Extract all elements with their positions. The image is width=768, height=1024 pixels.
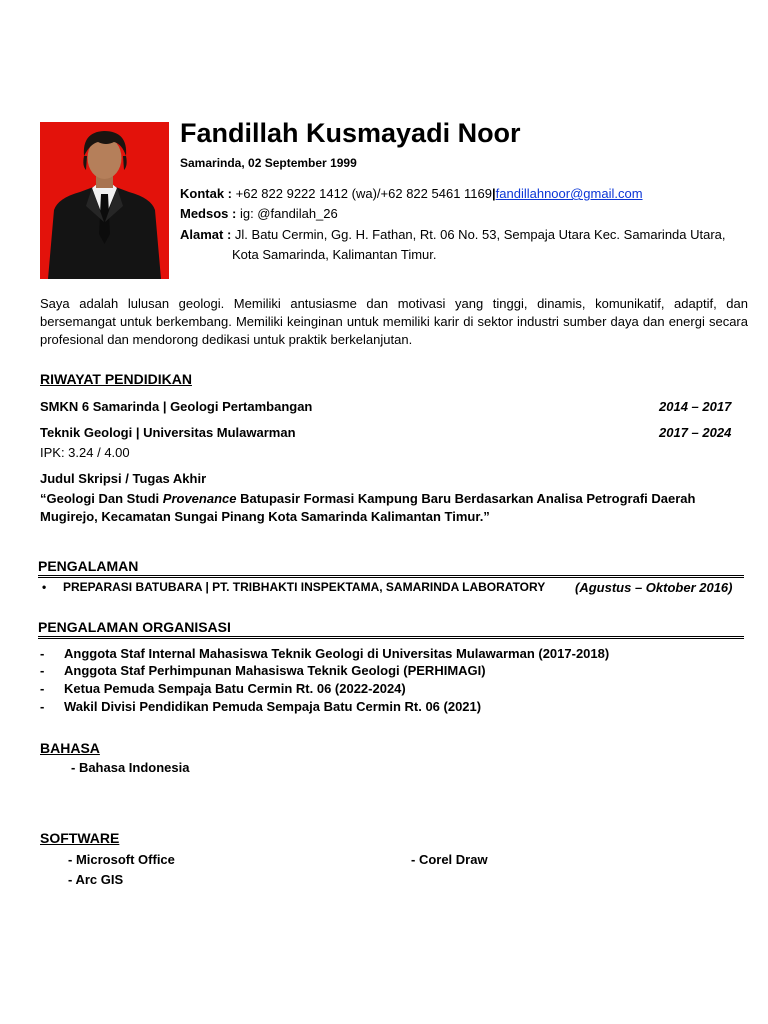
experience-bullet: • (42, 580, 47, 594)
profile-summary: Saya adalah lulusan geologi. Memiliki antusiasme dan motivasi yang tinggi, dinamis, komunikatif, adaptif, dan bersemangat untuk berkembang. Memiliki keinginan untuk memiliki karir di sektor industri sumber daya dan energi secara profesional dan mendorong dedikasi untuk praktik berkelanjutan. (40, 296, 748, 347)
list-dash: - (40, 646, 45, 661)
education-item-school: SMKN 6 Samarinda | Geologi Pertambangan (40, 399, 313, 414)
experience-period: (Agustus – Oktober 2016) (575, 580, 733, 595)
software-section-title: SOFTWARE (40, 830, 120, 846)
address-line-2: Kota Samarinda, Kalimantan Timur. (232, 247, 437, 262)
experience-item: PREPARASI BATUBARA | PT. TRIBHAKTI INSPEKTAMA, SAMARINDA LABORATORY (63, 580, 546, 594)
thesis-title-italic: Provenance (162, 491, 237, 506)
experience-divider (38, 575, 744, 578)
email-link[interactable]: fandillahnoor@gmail.com (495, 186, 643, 201)
software-item: - Microsoft Office (68, 852, 175, 867)
medsos-line (180, 206, 338, 221)
person-portrait-icon (40, 122, 169, 279)
education-section-title: RIWAYAT PENDIDIKAN (40, 371, 192, 387)
education-item-school: Teknik Geologi | Universitas Mulawarman (40, 425, 296, 440)
contact-phones: +62 822 9222 1412 (wa)/+62 822 5461 1169 (235, 186, 492, 201)
organization-item-text: Wakil Divisi Pendidikan Pemuda Sempaja Batu Cermin Rt. 06 (2021) (64, 699, 482, 714)
organization-item-text: Anggota Staf Perhimpunan Mahasiswa Teknik Geologi (PERHIMAGI) (64, 663, 486, 678)
education-item-years: 2017 – 2024 (659, 425, 732, 440)
organization-item (40, 663, 486, 678)
thesis-title-pre: “Geologi Dan Studi (40, 491, 163, 506)
software-item: - Corel Draw (411, 852, 488, 867)
education-item-years: 2014 – 2017 (659, 399, 732, 414)
address-line-1 (180, 227, 726, 242)
software-item: - Arc GIS (68, 872, 124, 887)
medsos-value: ig: @fandilah_26 (239, 206, 338, 221)
contact-label: Kontak : (180, 186, 232, 201)
list-dash: - (40, 681, 45, 696)
organization-item (40, 699, 481, 714)
list-dash: - (40, 699, 45, 714)
medsos-label: Medsos : (180, 206, 237, 221)
birth-place-date: Samarinda, 02 September 1999 (180, 156, 357, 170)
organization-item (40, 681, 406, 696)
organization-section-title: PENGALAMAN ORGANISASI (38, 619, 231, 635)
language-item: - Bahasa Indonesia (71, 760, 190, 775)
organization-item-text: Anggota Staf Internal Mahasiswa Teknik Geologi di Universitas Mulawarman (2017-2018) (64, 646, 610, 661)
organization-item-text: Ketua Pemuda Sempaja Batu Cermin Rt. 06 (2022-2024) (64, 681, 406, 696)
contact-separator: | (492, 186, 496, 201)
list-dash: - (40, 663, 45, 678)
address-value-1: Jl. Batu Cermin, Gg. H. Fathan, Rt. 06 No. 53, Sempaja Utara Kec. Samarinda Utara, (234, 227, 726, 242)
profile-photo (40, 122, 169, 279)
address-label: Alamat : (180, 227, 232, 242)
contact-line (180, 186, 643, 201)
gpa-text: IPK: 3.24 / 4.00 (40, 445, 130, 460)
organization-divider (38, 636, 744, 639)
thesis-title-post: Batupasir Formasi Kampung Baru Berdasarkan Analisa Petrografi Daerah Mugirejo, Kecamatan Sungai Pinang Kota Samarinda Kalimantan Timur.” (40, 491, 696, 524)
organization-item (40, 646, 609, 661)
language-section-title: BAHASA (40, 740, 100, 756)
experience-section-title: PENGALAMAN (38, 558, 139, 574)
thesis-label: Judul Skripsi / Tugas Akhir (40, 471, 207, 486)
candidate-name: Fandillah Kusmayadi Noor (180, 118, 521, 148)
thesis-title (40, 490, 748, 526)
